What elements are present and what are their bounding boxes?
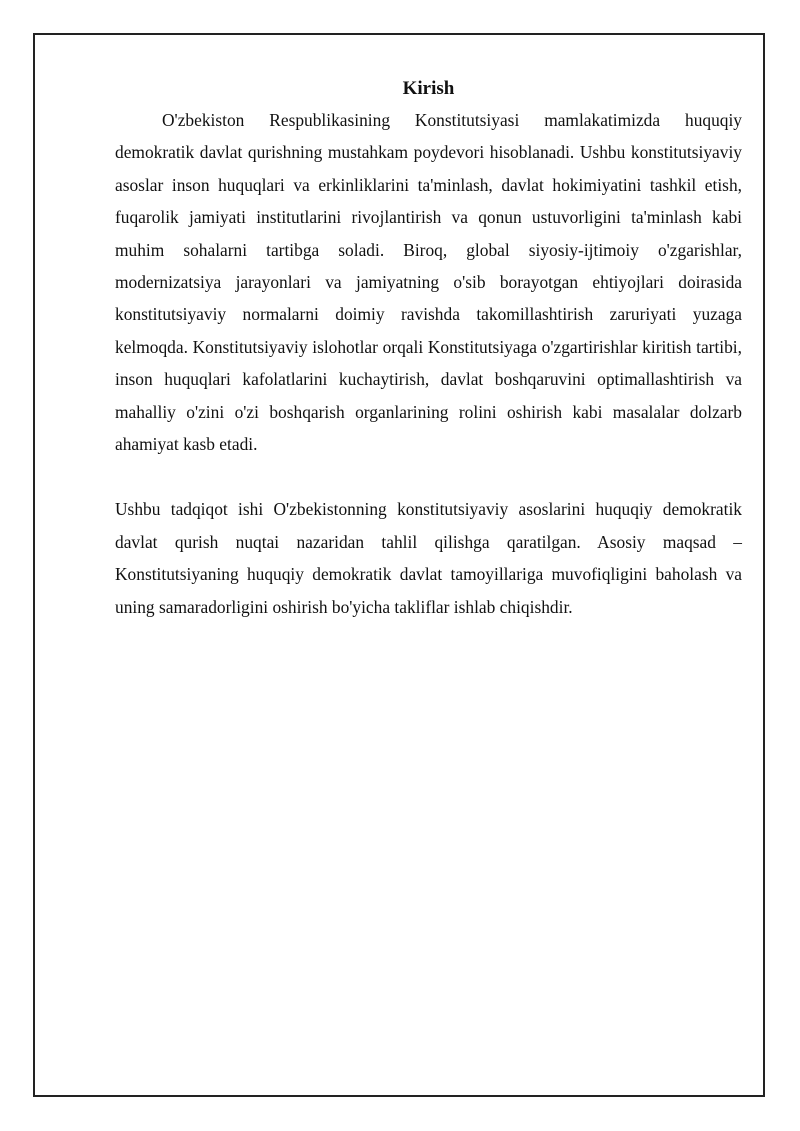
paragraph-introduction: O'zbekiston Respublikasining Konstitutsiyasi mamlakatimizda huquqiy demokratik davlat qurishning mustahkam poydevori hisoblanadi. Ushbu konstitutsiyaviy asoslar inson huquqlari va erkinliklarini ta'minlash, davlat hokimiyatini tashkil etish, fuqarolik jamiyati institutlarini rivojlantirish va qonun ustuvorligini ta'minlash kabi muhim sohalarni tartibga soladi. Biroq, global siyosiy-ijtimoiy o'zgarishlar, modernizatsiya jarayonlari va jamiyatning o'sib borayotgan ehtiyojlari doirasida konstitutsiyaviy normalarni doimiy ravishda takomillashtirish zaruriyati yuzaga kelmoqda. Konstitutsiyaviy islohotlar orqali Konstitutsiyaga o'zgartirishlar kiritish tartibi, inson huquqlari kafolatlarini kuchaytirish, davlat boshqaruvini optimallashtirish va mahalliy o'zini o'zi boshqarish organlarining rolini oshirish kabi masalalar dolzarb ahamiyat kasb etadi. [115, 110, 742, 455]
document-title: Kirish [402, 78, 455, 99]
document-body [115, 74, 742, 623]
paragraph-research-aim: Ushbu tadqiqot ishi O'zbekistonning konstitutsiyaviy asoslarini huquqiy demokratik davlat qurish nuqtai nazaridan tahlil qilishga qaratilgan. Asosiy maqsad – Konstitutsiyaning huquqiy demokratik davlat tamoyillariga muvofiqligini baholash va uning samaradorligini oshirish bo'yicha takliflar ishlab chiqishdir. [115, 499, 742, 617]
